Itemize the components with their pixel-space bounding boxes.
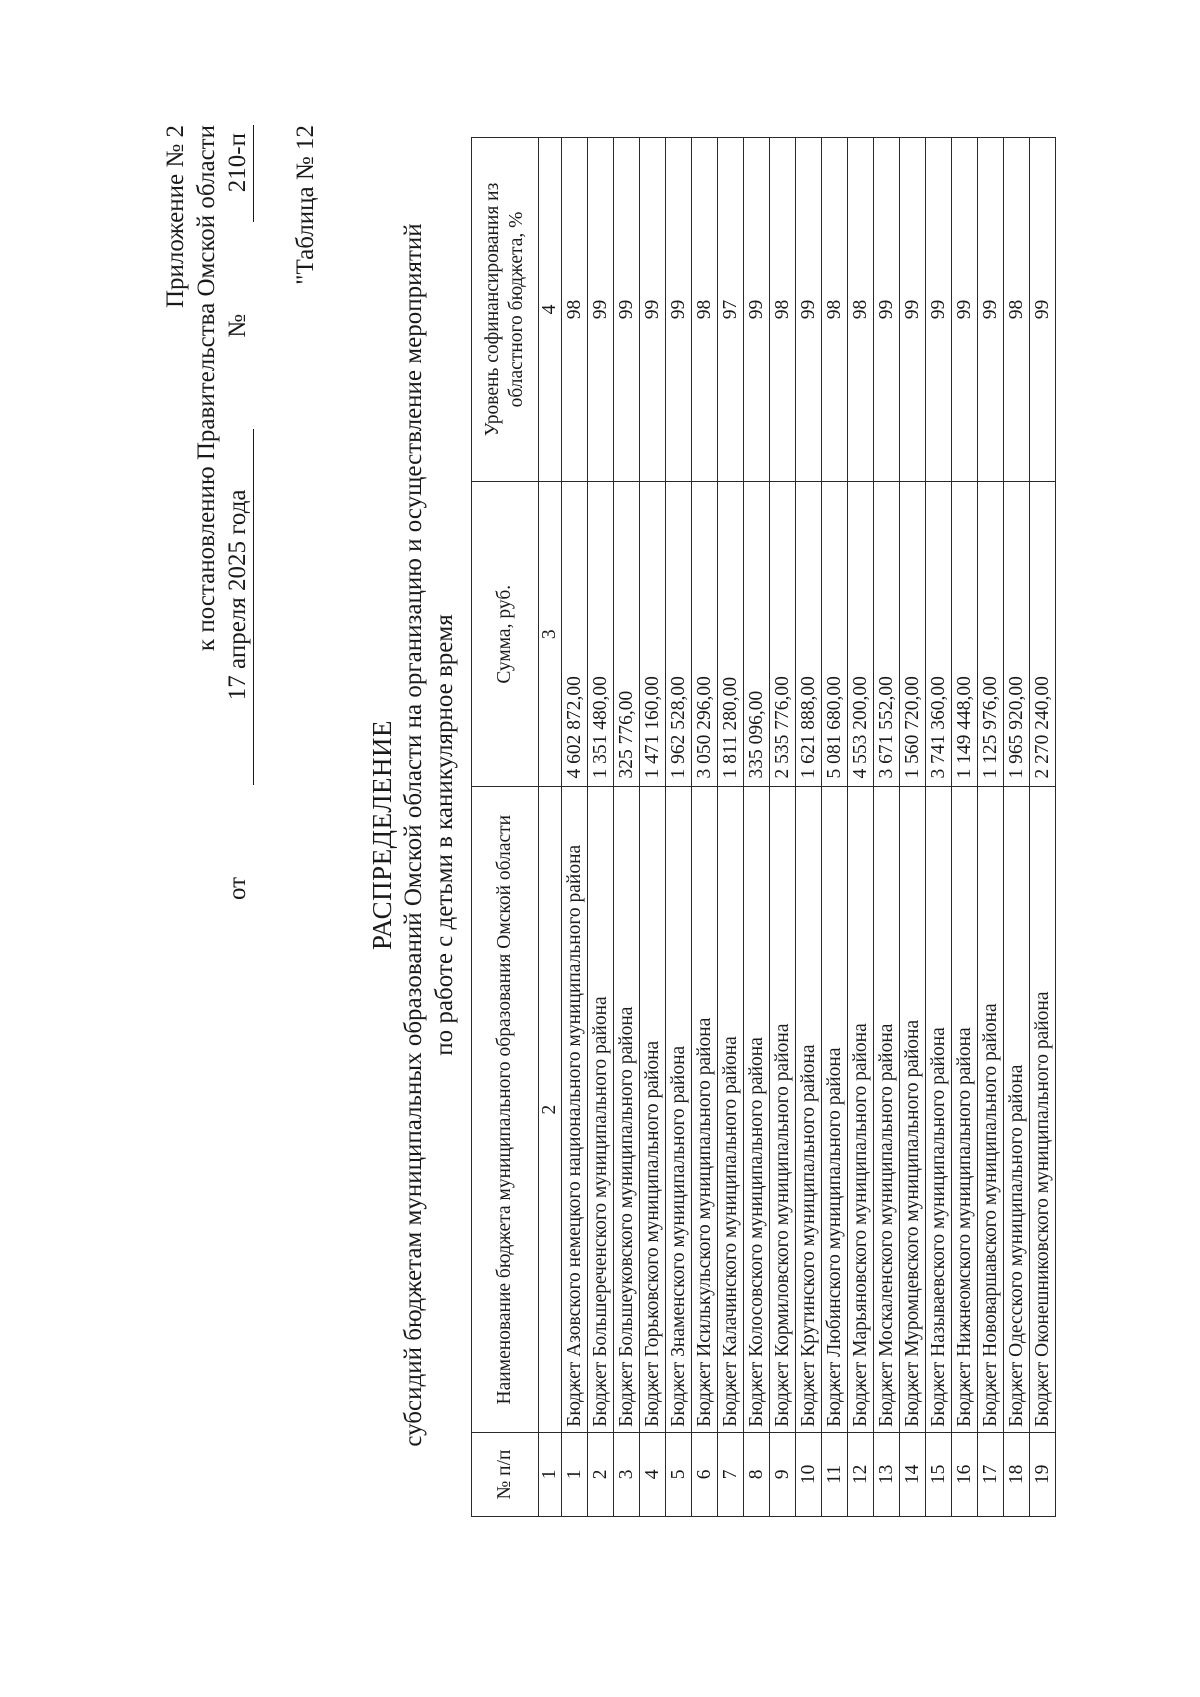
budget-name: Бюджет Кормиловского муниципального района <box>770 787 796 1432</box>
table-row <box>952 138 978 1517</box>
budget-name: Бюджет Горьковского муниципального района <box>640 787 666 1432</box>
table-row <box>900 138 926 1517</box>
budget-name: Бюджет Марьяновского муниципального района <box>848 787 874 1432</box>
row-number: 12 <box>848 1432 874 1516</box>
table-row <box>822 138 848 1517</box>
budget-name: Бюджет Знаменского муниципального района <box>666 787 692 1432</box>
budget-name: Бюджет Колосовского муниципального района <box>744 787 770 1432</box>
row-number: 13 <box>874 1432 900 1516</box>
distribution-table <box>471 137 1056 1517</box>
row-number: 11 <box>822 1432 848 1516</box>
header-cofinancing: Уровень софинансирования из областного бюджета, % <box>472 138 539 482</box>
row-number: 16 <box>952 1432 978 1516</box>
appendix-number: Приложение № 2 <box>162 125 189 309</box>
title-main: РАСПРЕДЕЛЕНИЕ <box>367 719 397 951</box>
amount: 3 741 360,00 <box>926 481 952 787</box>
table-row <box>848 138 874 1517</box>
amount: 2 535 776,00 <box>770 481 796 787</box>
table-row <box>640 138 666 1517</box>
column-index: 3 <box>539 481 562 787</box>
cofinancing-level: 99 <box>952 138 978 482</box>
number-label: № <box>224 313 251 338</box>
document-title <box>367 80 460 1590</box>
row-number: 7 <box>718 1432 744 1516</box>
amount: 1 125 976,00 <box>978 481 1004 787</box>
budget-name: Бюджет Большереченского муниципального района <box>588 787 614 1432</box>
row-number: 14 <box>900 1432 926 1516</box>
title-line-2: субсидий бюджетам муниципальных образований Омской области на организацию и осуществление мероприятий <box>400 223 427 1447</box>
header-budget-name: Наименование бюджета муниципального образования Омской области <box>472 787 539 1432</box>
cofinancing-level: 99 <box>900 138 926 482</box>
decree-date-line <box>222 125 254 900</box>
row-number: 19 <box>1030 1432 1056 1516</box>
from-label: от <box>224 876 251 900</box>
table-row <box>874 138 900 1517</box>
table-row <box>926 138 952 1517</box>
cofinancing-level: 98 <box>692 138 718 482</box>
budget-name: Бюджет Москаленского муниципального района <box>874 787 900 1432</box>
amount: 3 050 296,00 <box>692 481 718 787</box>
row-number: 6 <box>692 1432 718 1516</box>
budget-name: Бюджет Нижнеомского муниципального района <box>952 787 978 1432</box>
cofinancing-level: 99 <box>640 138 666 482</box>
header-amount: Сумма, руб. <box>472 481 539 787</box>
budget-name: Бюджет Любинского муниципального района <box>822 787 848 1432</box>
table-row <box>718 138 744 1517</box>
budget-name: Бюджет Большеуковского муниципального района <box>614 787 640 1432</box>
row-number: 10 <box>796 1432 822 1516</box>
budget-name: Бюджет Азовского немецкого национального муниципального района <box>562 787 588 1432</box>
table-row <box>666 138 692 1517</box>
row-number: 4 <box>640 1432 666 1516</box>
cofinancing-level: 99 <box>614 138 640 482</box>
appendix-reference: к постановлению Правительства Омской области <box>193 125 220 652</box>
row-number: 3 <box>614 1432 640 1516</box>
column-index: 1 <box>539 1432 562 1516</box>
row-number: 5 <box>666 1432 692 1516</box>
amount: 1 965 920,00 <box>1004 481 1030 787</box>
decree-number: 210-п <box>222 125 254 222</box>
cofinancing-level: 98 <box>562 138 588 482</box>
cofinancing-level: 99 <box>796 138 822 482</box>
amount: 2 270 240,00 <box>1030 481 1056 787</box>
amount: 4 553 200,00 <box>848 481 874 787</box>
column-index-row <box>539 138 562 1517</box>
row-number: 17 <box>978 1432 1004 1516</box>
table-row <box>978 138 1004 1517</box>
row-number: 18 <box>1004 1432 1030 1516</box>
cofinancing-level: 97 <box>718 138 744 482</box>
table-row <box>562 138 588 1517</box>
cofinancing-level: 98 <box>770 138 796 482</box>
table-row <box>744 138 770 1517</box>
cofinancing-level: 99 <box>1030 138 1056 482</box>
table-label: "Таблица № 12 <box>292 125 319 285</box>
document-page <box>85 70 1095 1600</box>
table-row <box>692 138 718 1517</box>
table-row <box>1004 138 1030 1517</box>
cofinancing-level: 98 <box>822 138 848 482</box>
cofinancing-level: 99 <box>874 138 900 482</box>
table-row <box>588 138 614 1517</box>
table-header-row <box>472 138 539 1517</box>
cofinancing-level: 99 <box>744 138 770 482</box>
title-line-3: по работе с детьми в каникулярное время <box>431 614 458 1056</box>
row-number: 8 <box>744 1432 770 1516</box>
budget-name: Бюджет Муромцевского муниципального района <box>900 787 926 1432</box>
amount: 335 096,00 <box>744 481 770 787</box>
amount: 1 621 888,00 <box>796 481 822 787</box>
budget-name: Бюджет Калачинского муниципального района <box>718 787 744 1432</box>
cofinancing-level: 98 <box>848 138 874 482</box>
header-number: № п/п <box>472 1432 539 1516</box>
budget-name: Бюджет Оконешниковского муниципального района <box>1030 787 1056 1432</box>
amount: 4 602 872,00 <box>562 481 588 787</box>
amount: 1 962 528,00 <box>666 481 692 787</box>
budget-name: Бюджет Исилькульского муниципального района <box>692 787 718 1432</box>
amount: 1 811 280,00 <box>718 481 744 787</box>
cofinancing-level: 98 <box>1004 138 1030 482</box>
row-number: 1 <box>562 1432 588 1516</box>
cofinancing-level: 99 <box>666 138 692 482</box>
row-number: 15 <box>926 1432 952 1516</box>
budget-name: Бюджет Нововаршавского муниципального района <box>978 787 1004 1432</box>
column-index: 4 <box>539 138 562 482</box>
decree-date: 17 апреля 2025 года <box>222 429 254 785</box>
table-row <box>770 138 796 1517</box>
table-row <box>1030 138 1056 1517</box>
amount: 1 471 160,00 <box>640 481 666 787</box>
cofinancing-level: 99 <box>978 138 1004 482</box>
amount: 3 671 552,00 <box>874 481 900 787</box>
amount: 325 776,00 <box>614 481 640 787</box>
row-number: 2 <box>588 1432 614 1516</box>
cofinancing-level: 99 <box>926 138 952 482</box>
budget-name: Бюджет Одесского муниципального района <box>1004 787 1030 1432</box>
amount: 1 149 448,00 <box>952 481 978 787</box>
amount: 1 351 480,00 <box>588 481 614 787</box>
amount: 5 081 680,00 <box>822 481 848 787</box>
column-index: 2 <box>539 787 562 1432</box>
budget-name: Бюджет Называевского муниципального района <box>926 787 952 1432</box>
table-row <box>614 138 640 1517</box>
cofinancing-level: 99 <box>588 138 614 482</box>
row-number: 9 <box>770 1432 796 1516</box>
table-row <box>796 138 822 1517</box>
amount: 1 560 720,00 <box>900 481 926 787</box>
budget-name: Бюджет Крутинского муниципального района <box>796 787 822 1432</box>
